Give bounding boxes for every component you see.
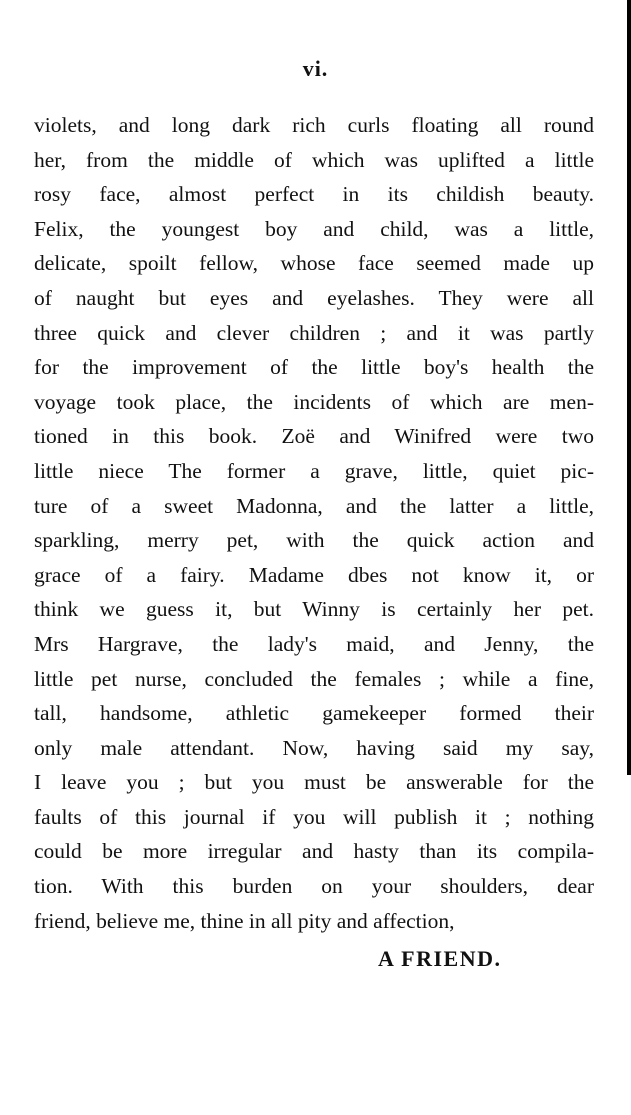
text-line: I leave you ; but you must be answerable for the (34, 770, 594, 795)
text-line: for the improvement of the little boy's health the (34, 355, 594, 380)
text-line: could be more irregular and hasty than its compila- (34, 839, 594, 864)
text-line: Mrs Hargrave, the lady's maid, and Jenny, the (34, 631, 594, 656)
text-line: violets, and long dark rich curls floating all round (34, 113, 594, 137)
text-line: of naught but eyes and eyelashes. They were all (34, 285, 594, 310)
text-line: only male attendant. Now, having said my say, (34, 735, 594, 760)
text-line: tioned in this book. Zoë and Winifred were two (34, 424, 594, 449)
text-line: rosy face, almost perfect in its childish beauty. (34, 182, 594, 207)
text-line: tall, handsome, athletic gamekeeper formed their (34, 701, 594, 726)
text-line: think we guess it, but Winny is certainly her pet. (34, 597, 594, 622)
text-line: friend, believe me, thine in all pity and affection, (34, 908, 455, 933)
text-line: voyage took place, the incidents of which are men- (34, 389, 594, 414)
body-text (34, 108, 594, 938)
text-line: little niece The former a grave, little, quiet pic- (34, 458, 594, 483)
text-line: faults of this journal if you will publish it ; nothing (34, 804, 594, 829)
text-line: ture of a sweet Madonna, and the latter a little, (34, 493, 594, 518)
page-edge-shadow (627, 0, 631, 775)
text-line: grace of a fairy. Madame dbes not know it, or (34, 562, 594, 587)
text-line: three quick and clever children ; and it was partly (34, 320, 594, 345)
text-line: Felix, the youngest boy and child, was a little, (34, 216, 594, 241)
text-line: delicate, spoilt fellow, whose face seemed made up (34, 251, 594, 276)
text-line: tion. With this burden on your shoulders, dear (34, 874, 594, 899)
page-number: vi. (302, 56, 329, 81)
signature: A FRIEND. (378, 946, 502, 971)
text-line: her, from the middle of which was uplifted a little (34, 147, 594, 172)
text-line: little pet nurse, concluded the females ; while a fine, (34, 666, 594, 691)
text-line: sparkling, merry pet, with the quick action and (34, 528, 594, 553)
